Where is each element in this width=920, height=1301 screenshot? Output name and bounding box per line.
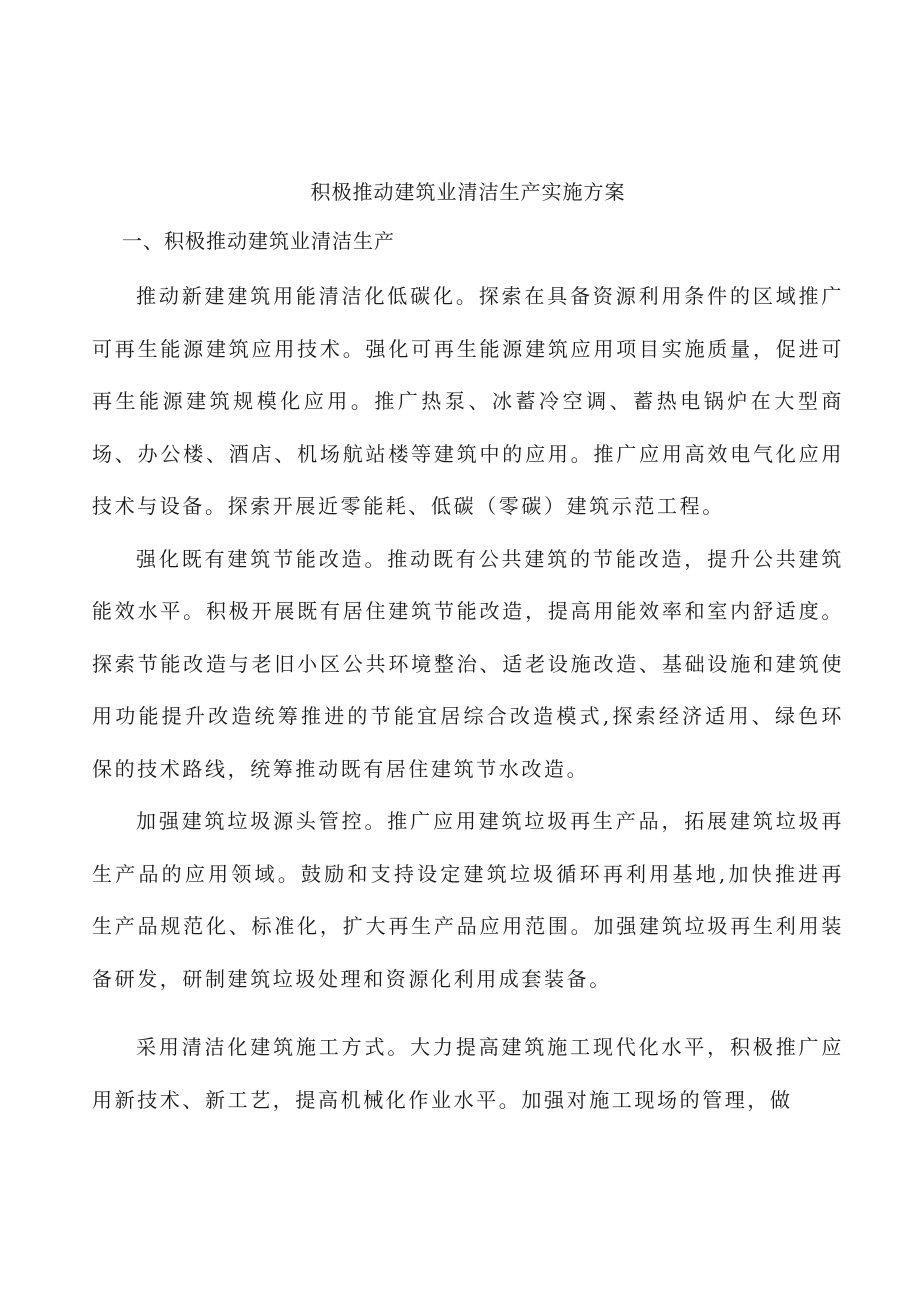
- document-title: 积极推动建筑业清洁生产实施方案: [310, 180, 626, 204]
- document-page: [92, 168, 844, 1126]
- section-heading: 一、积极推动建筑业清洁生产: [122, 229, 395, 253]
- paragraph-existing-buildings: 强化既有建筑节能改造。推动既有公共建筑的节能改造，提升公共建筑能效水平。积极开展既有居住建筑节能改造，提高用能效率和室内舒适度。探索节能改造与老旧小区公共环境整治、适老设施改造、基础设施和建筑使用功能提升改造统筹推进的节能宜居综合改造模式,探索经济适用、绿色环保的技术路线，统筹推动既有居住建筑节水改造。: [92, 546, 844, 781]
- paragraph-construction-waste: 加强建筑垃圾源头管控。推广应用建筑垃圾再生产品，拓展建筑垃圾再生产品的应用领域。鼓励和支持设定建筑垃圾循环再利用基地,加快推进再生产品规范化、标准化，扩大再生产品应用范围。加强建筑垃圾再生利用装备研发，研制建筑垃圾处理和资源化利用成套装备。: [92, 809, 844, 991]
- paragraph-new-buildings: 推动新建建筑用能清洁化低碳化。探索在具备资源利用条件的区域推广可再生能源建筑应用技术。强化可再生能源建筑应用项目实施质量，促进可再生能源建筑规模化应用。推广热泵、冰蓄冷空调、蓄热电锅炉在大型商场、办公楼、酒店、机场航站楼等建筑中的应用。推广应用高效电气化应用技术与设备。探索开展近零能耗、低碳（零碳）建筑示范工程。: [92, 284, 844, 518]
- paragraph-clean-construction: 采用清洁化建筑施工方式。大力提高建筑施工现代化水平，积极推广应用新技术、新工艺，提高机械化作业水平。加强对施工现场的管理，做: [92, 1035, 844, 1112]
